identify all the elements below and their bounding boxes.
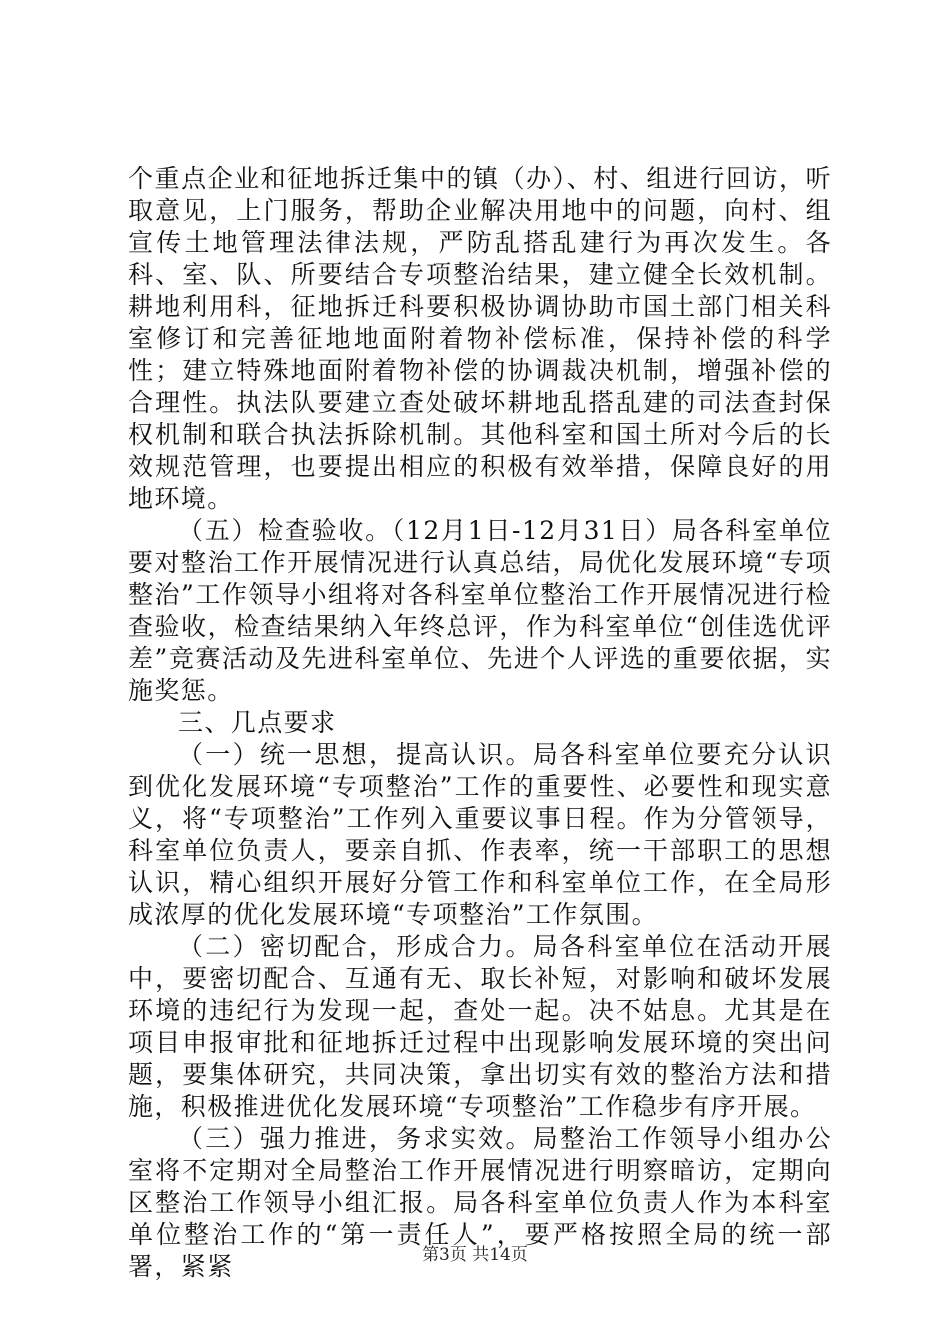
paragraph-5: （三）强力推进，务求实效。局整治工作领导小组办公室将不定期对全局整治工作开展情况进行明察暗访，定期向区整治工作领导小组汇报。局各科室单位负责人作为本科室单位整治工作的“第一责任人”，要严格按照全局的统一部署，紧紧 xyxy=(128,1124,832,1281)
paragraph-4: （二）密切配合，形成合力。局各科室单位在活动开展中，要密切配合、互通有无、取长补短，对影响和破坏发展环境的违纪行为发现一起，查处一起。决不姑息。尤其是在项目申报审批和征地拆迁过程中出现影响发展环境的突出问题，要集体研究，共同决策，拿出切实有效的整治方法和措施，积极推进优化发展环境“专项整治”工作稳步有序开展。 xyxy=(128,932,832,1121)
paragraph-3: （一）统一思想，提高认识。局各科室单位要充分认识到优化发展环境“专项整治”工作的重要性、必要性和现实意义，将“专项整治”工作列入重要议事日程。作为分管领导，科室单位负责人，要亲自抓、作表率，统一干部职工的思想认识，精心组织开展好分管工作和科室单位工作，在全局形成浓厚的优化发展环境“专项整治”工作氛围。 xyxy=(128,740,832,929)
document-body xyxy=(128,163,832,1283)
page-number: 第3页 共14页 xyxy=(422,1245,528,1265)
section-heading: 三、几点要求 xyxy=(178,708,337,737)
paragraph-2: （五）检查验收。（12月1日-12月31日）局各科室单位要对整治工作开展情况进行认真总结，局优化发展环境“专项整治”工作领导小组将对各科室单位整治工作开展情况进行检查验收，检查结果纳入年终总评，作为科室单位“创佳选优评差”竞赛活动及先进科室单位、先进个人评选的重要依据，实施奖惩。 xyxy=(128,516,832,705)
paragraph-1: 个重点企业和征地拆迁集中的镇（办）、村、组进行回访，听取意见，上门服务，帮助企业解决用地中的问题，向村、组宣传土地管理法律法规，严防乱搭乱建行为再次发生。各科、室、队、所要结合专项整治结果，建立健全长效机制。耕地利用科，征地拆迁科要积极协调协助市国土部门相关科室修订和完善征地地面附着物补偿标准，保持补偿的科学性；建立特殊地面附着物补偿的协调裁决机制，增强补偿的合理性。执法队要建立查处破坏耕地乱搭乱建的司法查封保权机制和联合执法拆除机制。其他科室和国土所对今后的长效规范管理，也要提出相应的积极有效举措，保障良好的用地环境。 xyxy=(128,164,832,513)
